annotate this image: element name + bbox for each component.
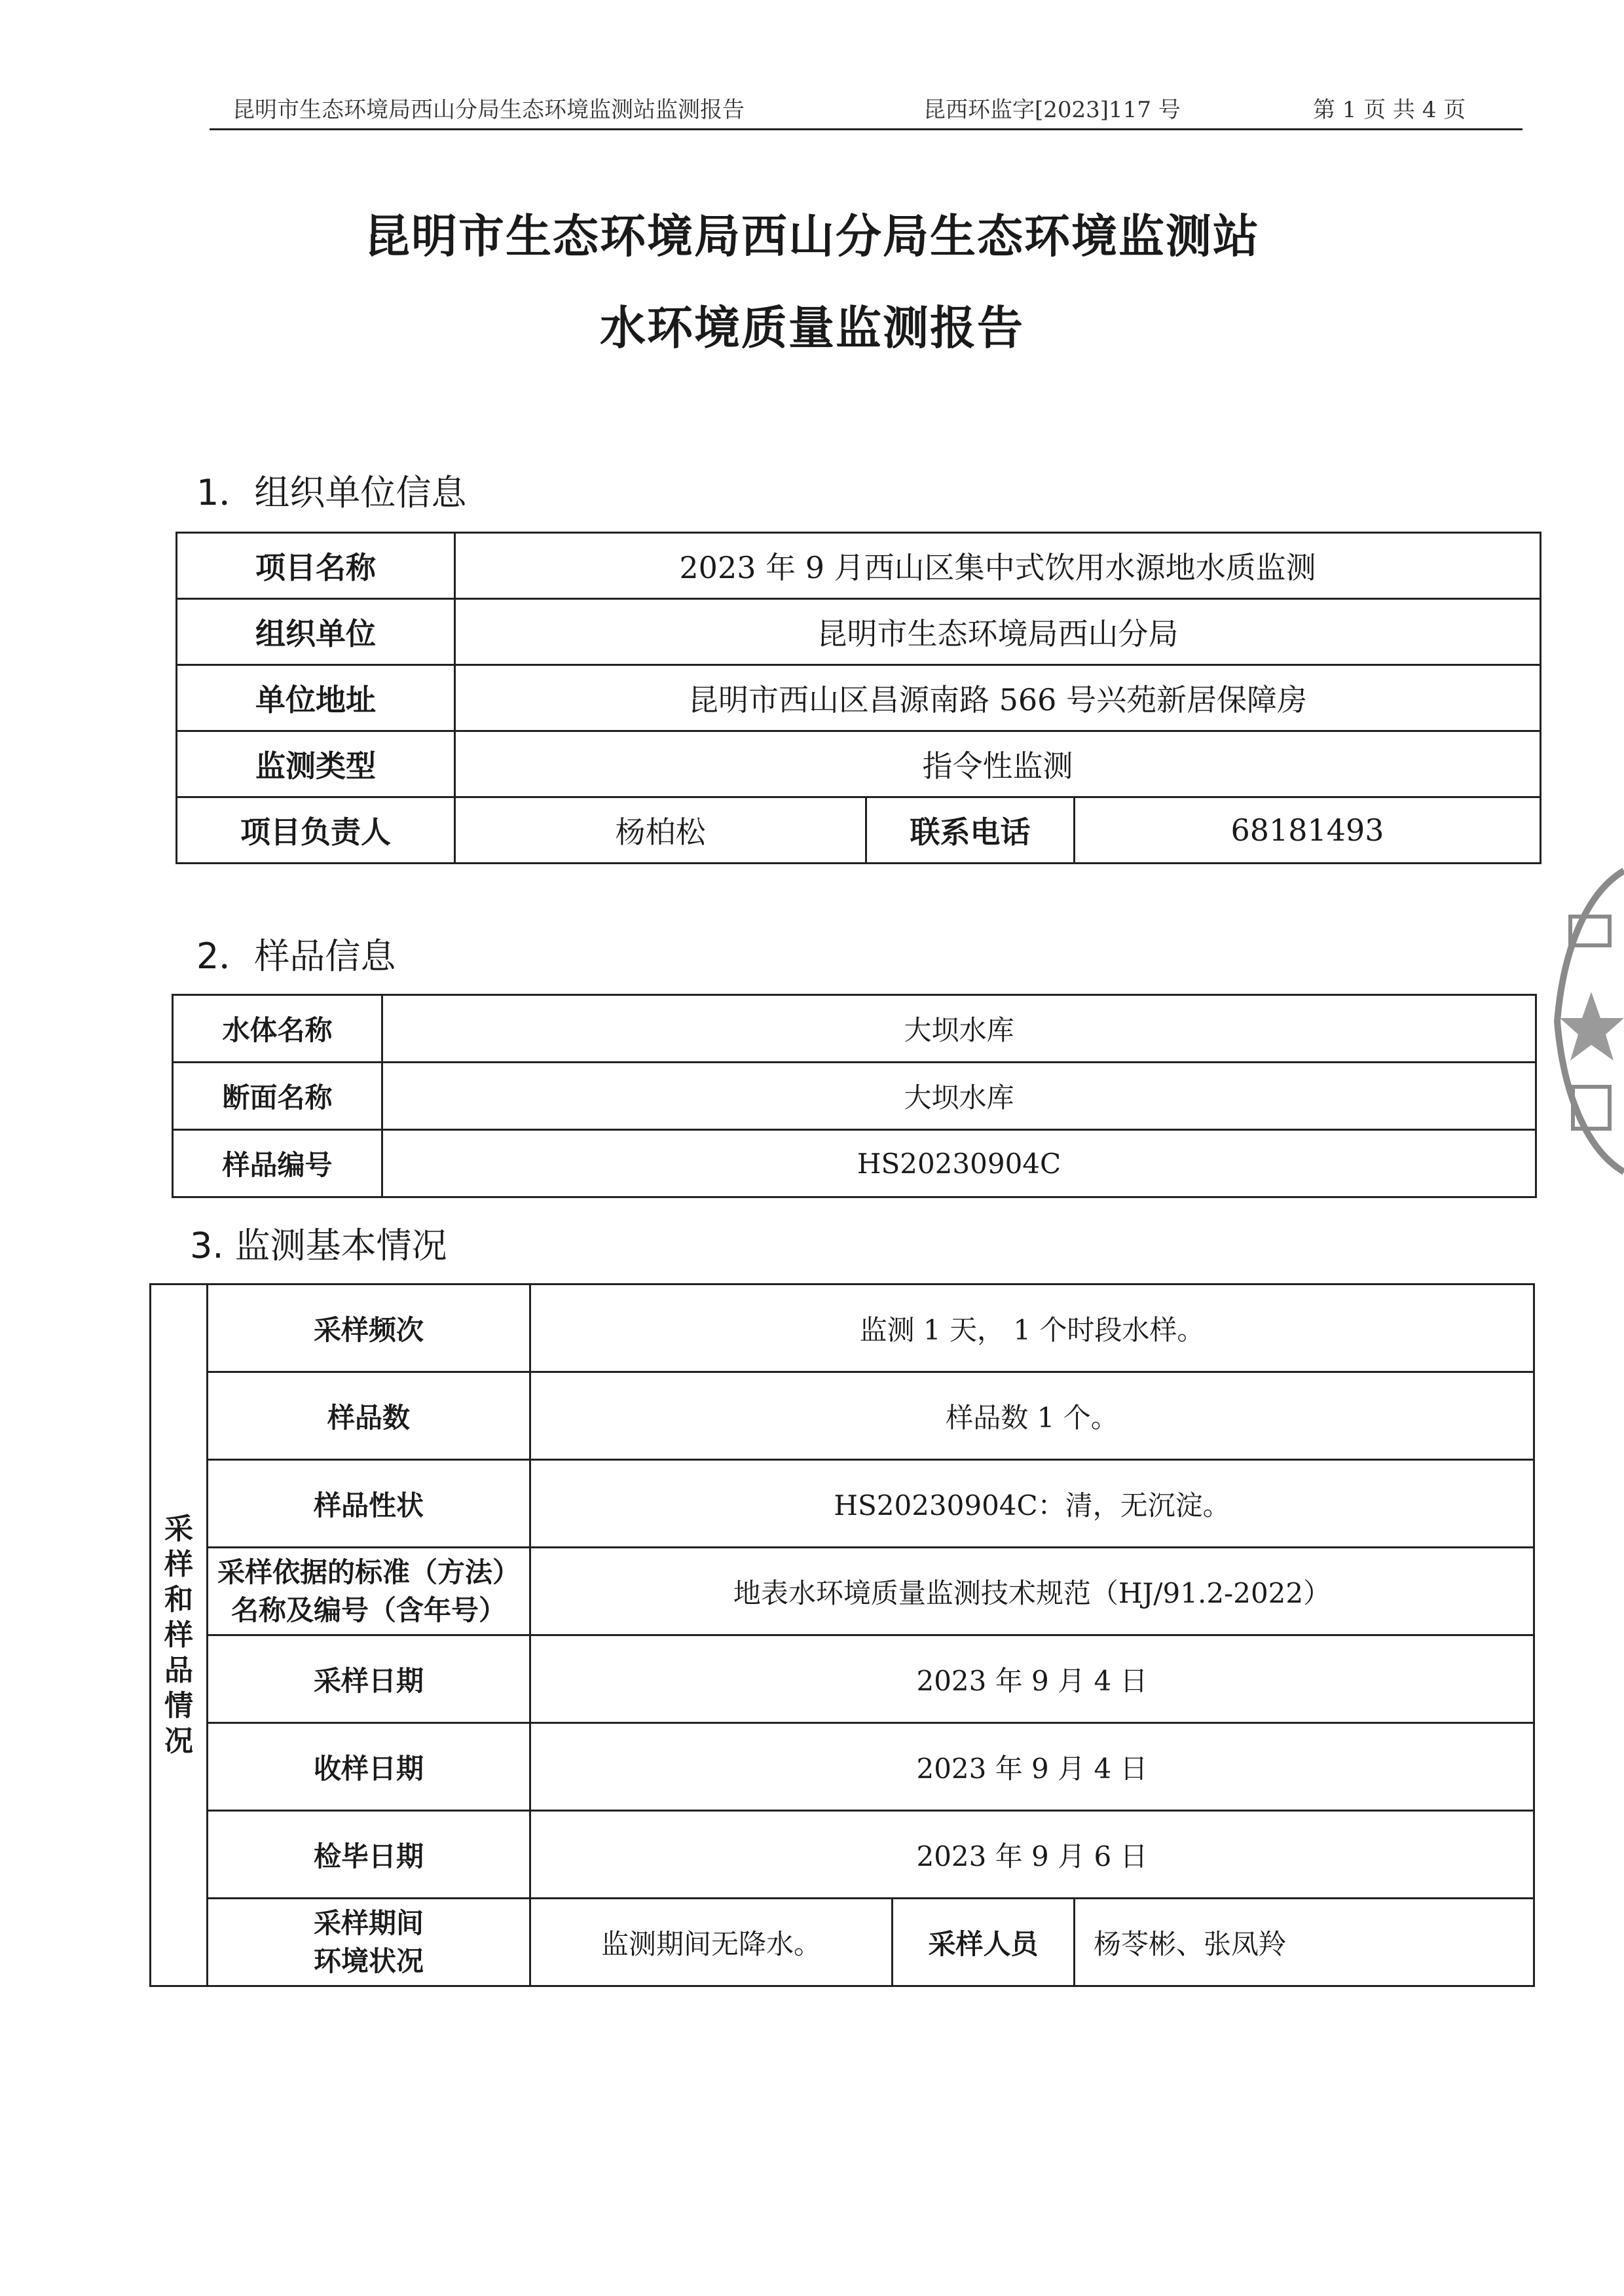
table-row bbox=[151, 1723, 1534, 1811]
org-unit-value: 昆明市生态环境局西山分局 bbox=[455, 599, 1541, 665]
monitor-type-label: 监测类型 bbox=[177, 731, 455, 797]
table-row bbox=[177, 665, 1541, 731]
section-name-value: 大坝水库 bbox=[382, 1063, 1536, 1130]
water-body-value: 大坝水库 bbox=[382, 995, 1536, 1063]
address-value: 昆明市西山区昌源南路 566 号兴苑新居保障房 bbox=[455, 665, 1541, 731]
phone-value: 68181493 bbox=[1075, 797, 1541, 864]
table-row bbox=[177, 533, 1541, 599]
table-row bbox=[173, 1130, 1536, 1197]
project-name-label: 项目名称 bbox=[177, 533, 455, 599]
table-row bbox=[151, 1372, 1534, 1460]
manager-label: 项目负责人 bbox=[177, 797, 455, 864]
section3-heading: 3. 监测基本情况 bbox=[190, 1225, 447, 1266]
monitoring-basic-table bbox=[149, 1283, 1535, 1987]
project-name-value: 2023 年 9 月西山区集中式饮用水源地水质监测 bbox=[455, 533, 1541, 599]
phone-label: 联系电话 bbox=[866, 797, 1075, 864]
sampling-frequency-label: 采样频次 bbox=[208, 1285, 530, 1372]
sample-property-label: 样品性状 bbox=[208, 1460, 530, 1548]
table-row bbox=[177, 599, 1541, 665]
environment-condition-value: 监测期间无降水。 bbox=[530, 1899, 893, 1986]
test-complete-date-label: 检毕日期 bbox=[208, 1811, 530, 1899]
sampling-standard-label: 采样依据的标准（方法） 名称及编号（含年号） bbox=[208, 1548, 530, 1635]
environment-condition-label: 采样期间 环境状况 bbox=[208, 1899, 530, 1986]
sampling-date-label: 采样日期 bbox=[208, 1635, 530, 1723]
header-doc-number: 昆西环监字[2023]117 号 bbox=[923, 97, 1181, 123]
sample-property-value: HS20230904C：清，无沉淀。 bbox=[530, 1460, 1534, 1548]
sampler-label: 采样人员 bbox=[893, 1899, 1075, 1986]
sample-id-value: HS20230904C bbox=[382, 1130, 1536, 1197]
org-unit-label: 组织单位 bbox=[177, 599, 455, 665]
sample-count-label: 样品数 bbox=[208, 1372, 530, 1460]
address-label: 单位地址 bbox=[177, 665, 455, 731]
table-row bbox=[173, 995, 1536, 1063]
manager-value: 杨柏松 bbox=[455, 797, 866, 864]
table-row bbox=[173, 1063, 1536, 1130]
seal-stamp-fragment bbox=[1551, 851, 1624, 1192]
table-row bbox=[151, 1635, 1534, 1723]
sampling-group-label: 采 样 和 样 品 情 况 bbox=[151, 1285, 208, 1986]
table-row bbox=[151, 1460, 1534, 1548]
star-icon bbox=[1560, 992, 1624, 1061]
header-page-number: 第 1 页 共 4 页 bbox=[1313, 97, 1466, 123]
sampler-value: 杨苓彬、张凤羚 bbox=[1075, 1899, 1534, 1986]
sample-info-table bbox=[172, 994, 1537, 1198]
test-complete-date-value: 2023 年 9 月 6 日 bbox=[530, 1811, 1534, 1899]
table-row bbox=[177, 731, 1541, 797]
table-row bbox=[151, 1811, 1534, 1899]
sample-id-label: 样品编号 bbox=[173, 1130, 382, 1197]
table-row bbox=[151, 1548, 1534, 1635]
water-body-label: 水体名称 bbox=[173, 995, 382, 1063]
section-name-label: 断面名称 bbox=[173, 1063, 382, 1130]
org-info-table bbox=[175, 532, 1541, 864]
sampling-standard-value: 地表水环境质量监测技术规范（HJ/91.2-2022） bbox=[530, 1548, 1534, 1635]
table-row bbox=[151, 1285, 1534, 1372]
header-rule bbox=[210, 128, 1522, 130]
section1-heading: 1．组织单位信息 bbox=[196, 472, 467, 513]
table-row bbox=[177, 797, 1541, 864]
receive-date-value: 2023 年 9 月 4 日 bbox=[530, 1723, 1534, 1811]
sampling-date-value: 2023 年 9 月 4 日 bbox=[530, 1635, 1534, 1723]
table-row bbox=[151, 1899, 1534, 1986]
monitor-type-value: 指令性监测 bbox=[455, 731, 1541, 797]
sampling-frequency-value: 监测 1 天， 1 个时段水样。 bbox=[530, 1285, 1534, 1372]
sample-count-value: 样品数 1 个。 bbox=[530, 1372, 1534, 1460]
receive-date-label: 收样日期 bbox=[208, 1723, 530, 1811]
section2-heading: 2．样品信息 bbox=[196, 936, 396, 977]
report-title-line1: 昆明市生态环境局西山分局生态环境监测站 bbox=[364, 210, 1260, 263]
report-title-line2: 水环境质量监测报告 bbox=[600, 301, 1024, 355]
header-org: 昆明市生态环境局西山分局生态环境监测站监测报告 bbox=[232, 97, 745, 123]
